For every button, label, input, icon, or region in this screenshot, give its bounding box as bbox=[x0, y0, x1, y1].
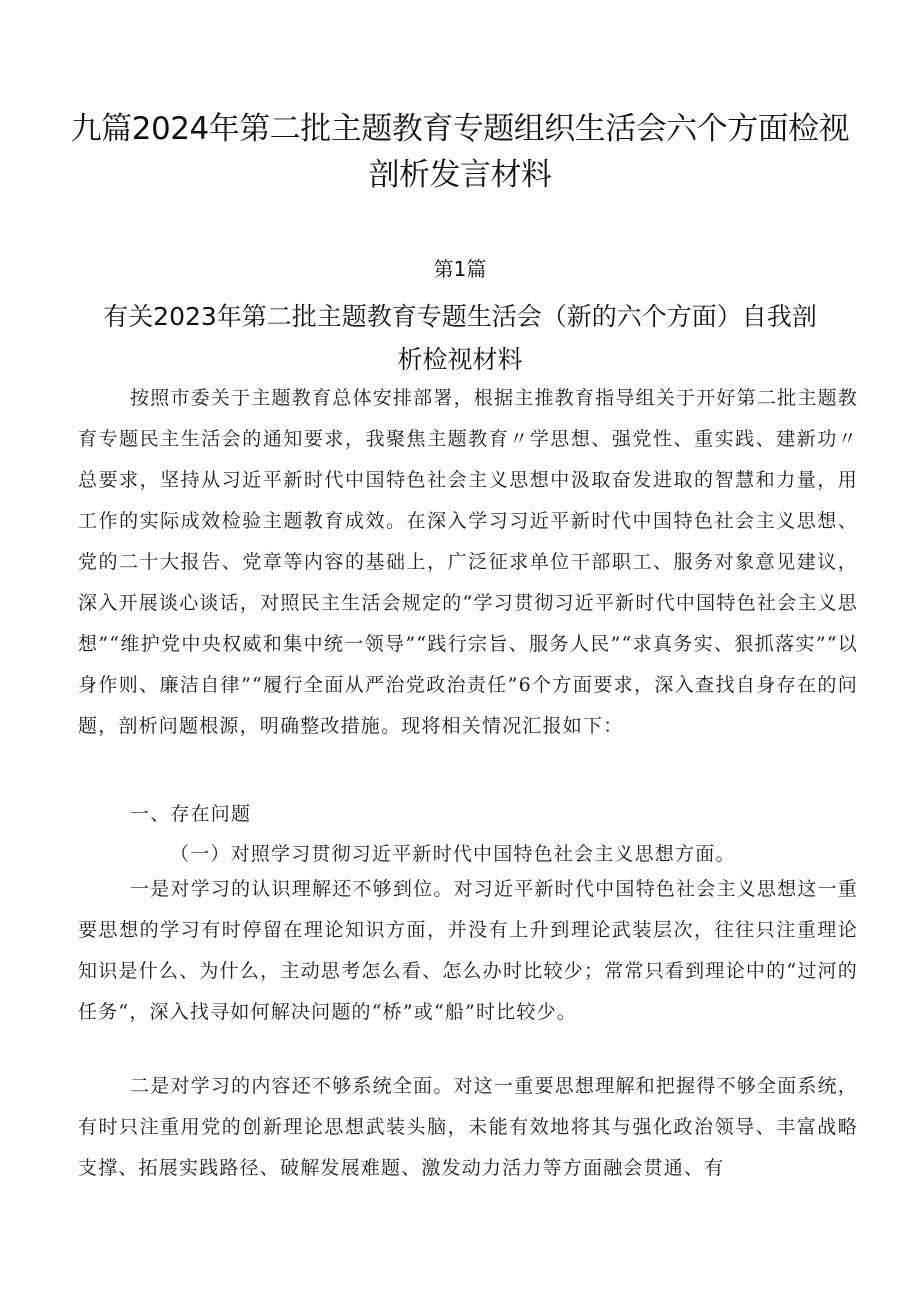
document-main-title: 九篇2024年第二批主题教育专题组织生活会六个方面检视剖析发言材料 bbox=[70, 111, 850, 193]
body-paragraph-2: 二是对学习的内容还不够系统全面。对这一重要思想理解和把握得不够全面系统，有时只注重用党的创新理论思想武装头脑，未能有效地将其与强化政治领导、丰富战略支撑、拓展实践路径、破解发展难题、激发动力活力等方面融会贯通、有 bbox=[78, 1075, 858, 1179]
chapter-label: 第1篇 bbox=[433, 257, 487, 281]
section-heading: 一、存在问题 bbox=[130, 803, 252, 825]
body-paragraph-1: 一是对学习的认识理解还不够到位。对习近平新时代中国特色社会主义思想这一重要思想的学习有时停留在理论知识方面，并没有上升到理论武装层次，往往只注重理论知识是什么、为什么，主动思考怎么看、怎么办时比较少；常常只看到理论中的“过河的任务“，深入找寻如何解决问题的“桥”或“船”时比较少。 bbox=[78, 878, 858, 1023]
intro-paragraph: 按照市委关于主题教育总体安排部署，根据主推教育指导组关于开好第二批主题教育专题民主生活会的通知要求，我聚焦主题教育〃学思想、强党性、重实践、建新功〃总要求，坚持从习近平新时代中国特色社会主义思想中汲取奋发进取的智慧和力量，用工作的实际成效检验主题教育成效。在深入学习习近平新时代中国特色社会主义思想、党的二十大报告、党章等内容的基础上，广泛征求单位干部职工、服务对象意见建议，深入开展谈心谈话，对照民主生活会规定的“学习贯彻习近平新时代中国特色社会主义思想”“维护党中央权威和集中统一领导”“践行宗旨、服务人民”“求真务实、狠抓落实”“以身作则、廉洁自律”“履行全面从严治党政治责任”6个方面要求，深入查找自身存在的问题，剖析问题根源，明确整改措施。现将相关情况汇报如下： bbox=[78, 387, 858, 737]
chapter-sub-title: 有关2023年第二批主题教育专题生活会（新的六个方面）自我剖析检视材料 bbox=[103, 302, 817, 374]
subsection-heading: （一）对照学习贯彻习近平新时代中国特色社会主义思想方面。 bbox=[170, 843, 736, 865]
